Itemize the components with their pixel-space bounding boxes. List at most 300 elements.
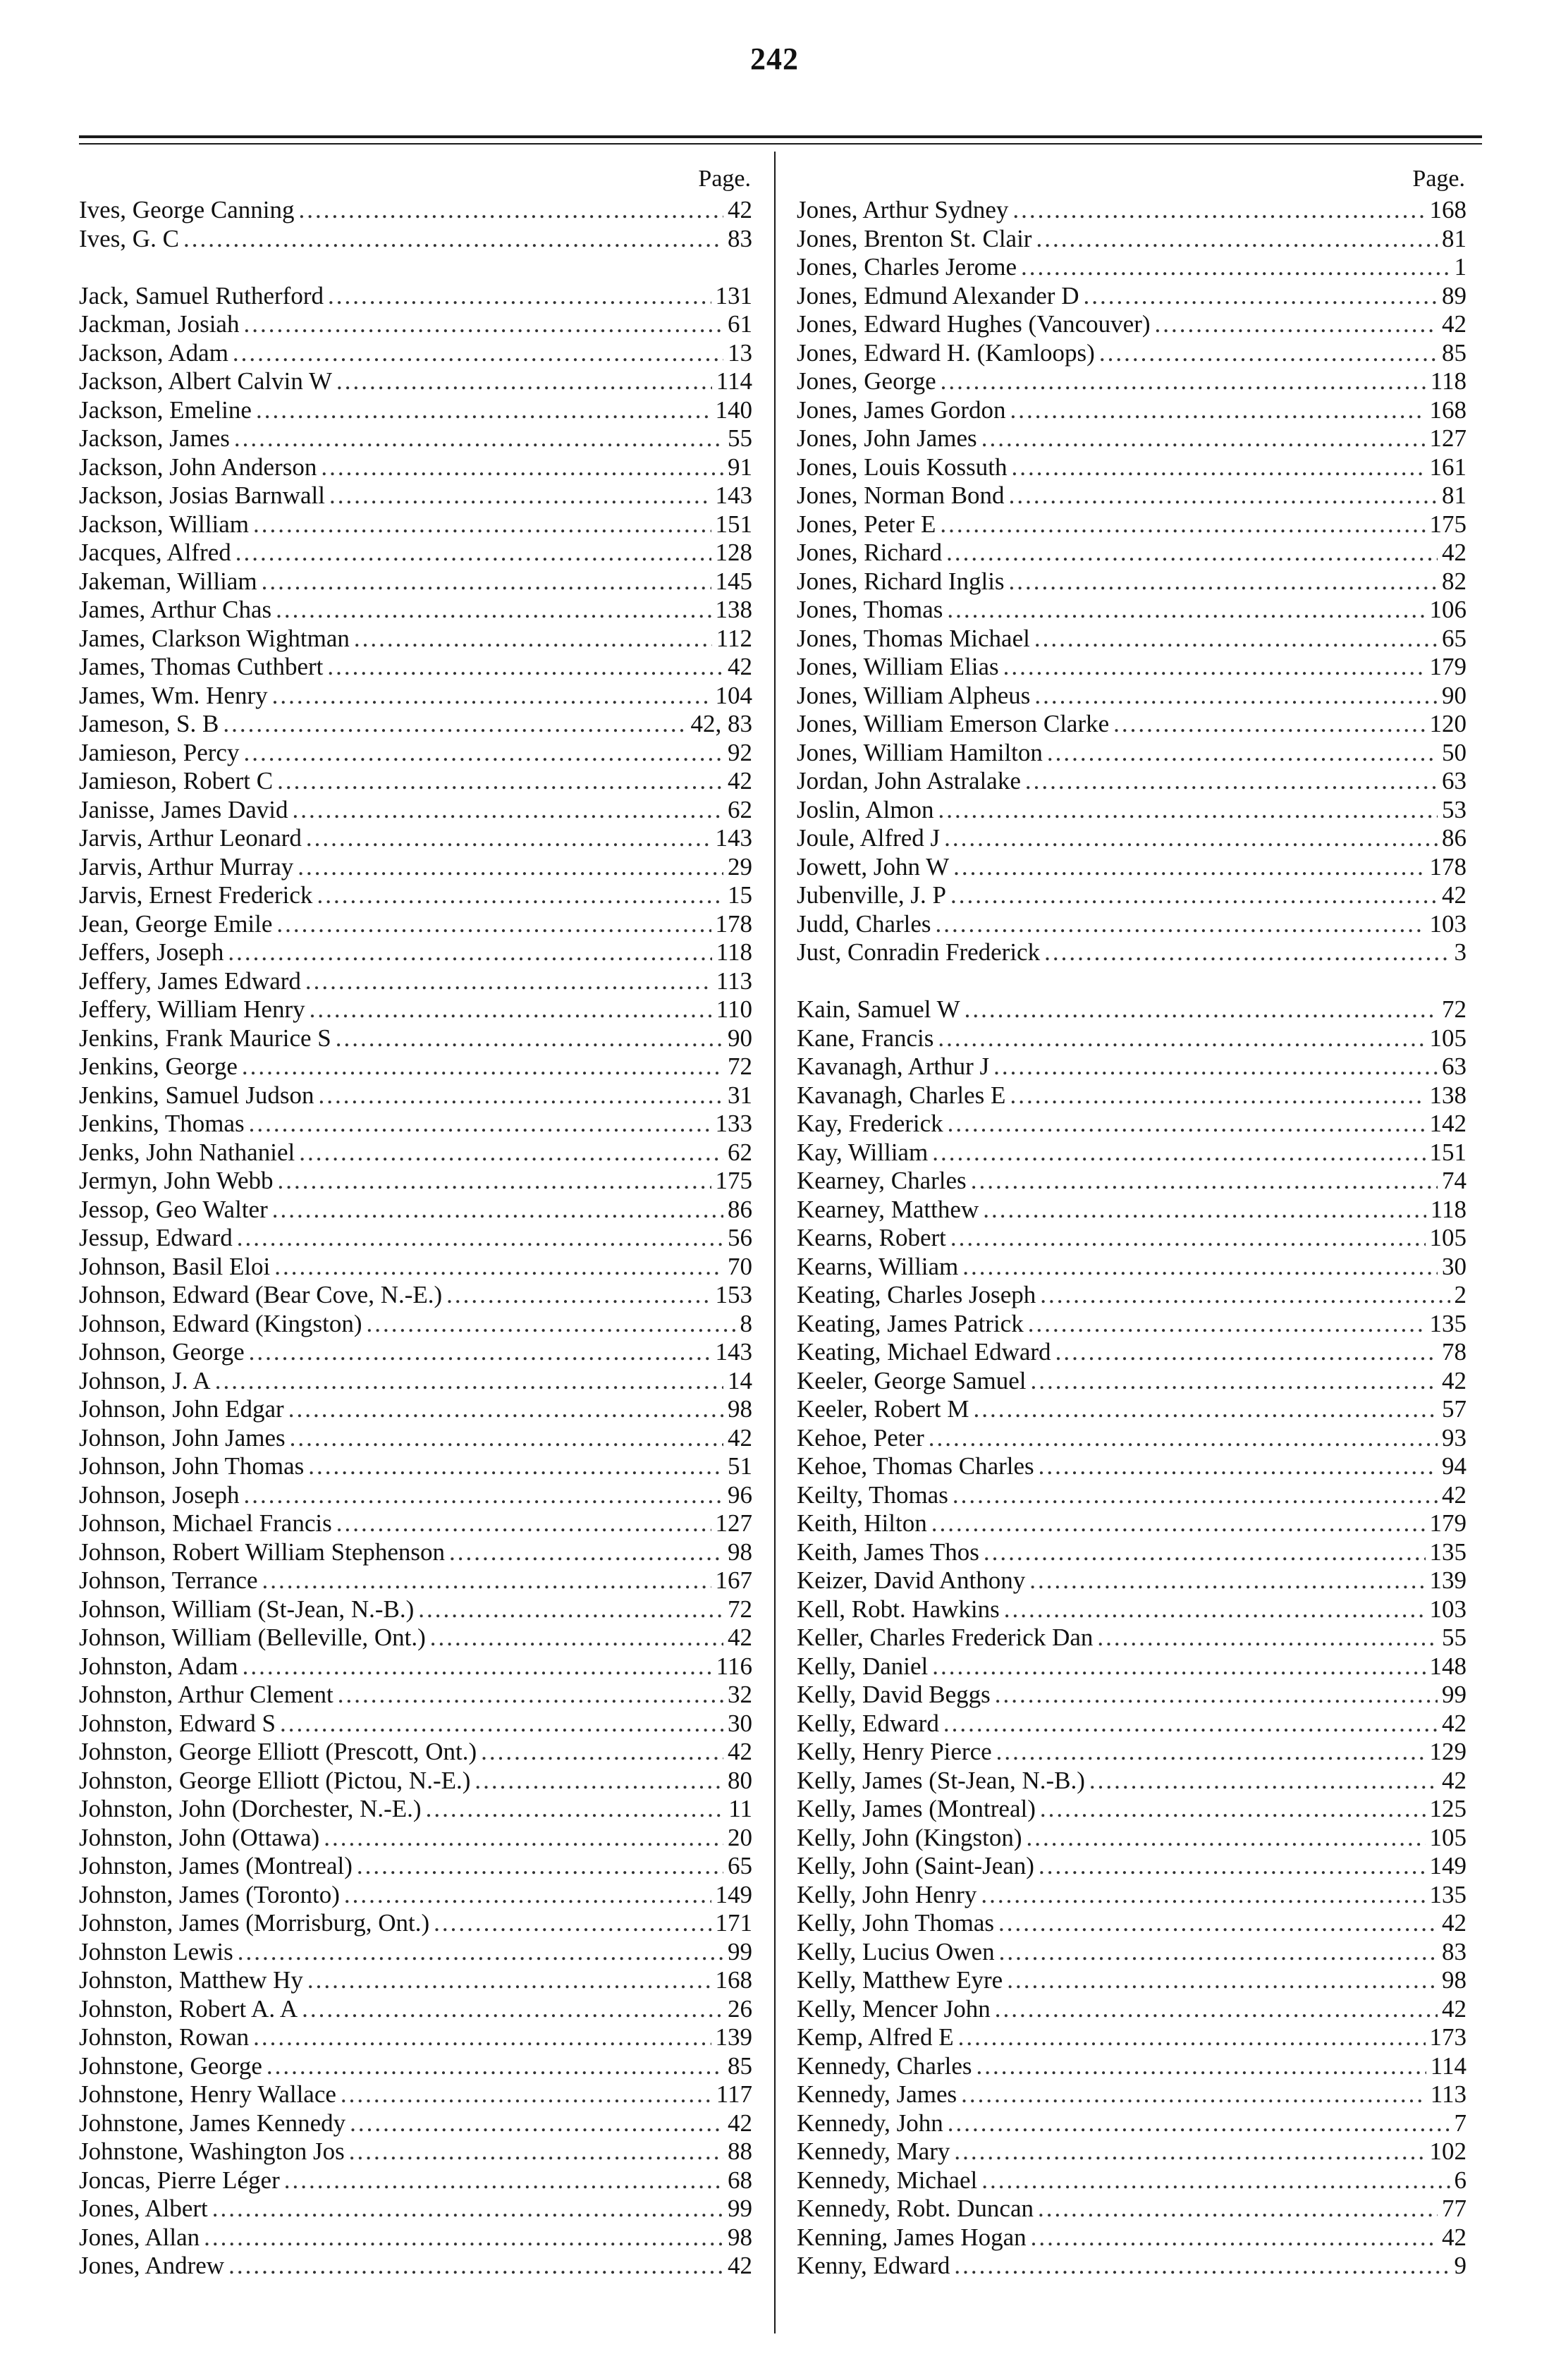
dot-leader [299, 196, 723, 225]
entry-name: Jeffers, Joseph [79, 938, 224, 966]
entry-name: Jean, George Emile [79, 909, 273, 938]
entry-name: Jackson, Josias Barnwall [79, 481, 325, 509]
entry-name: Jarvis, Arthur Leonard [79, 824, 302, 852]
entry-page: 83 [728, 224, 752, 252]
entry-name: Kennedy, John [797, 2109, 943, 2137]
entry-name: Kane, Francis [797, 1024, 934, 1052]
dot-leader [1009, 481, 1438, 510]
entry-name: Jones, William Elias [797, 653, 999, 680]
entry-page: 2 [1454, 1281, 1467, 1308]
dot-leader [946, 539, 1438, 568]
dot-leader [938, 796, 1438, 825]
dot-leader [244, 1481, 723, 1510]
dot-leader [341, 2080, 712, 2109]
entry-list-right [797, 196, 1467, 2281]
entry-page: 104 [715, 681, 752, 709]
entry-page: 62 [728, 1138, 752, 1166]
entry-page: 42 [1442, 1994, 1467, 2023]
entry-page: 179 [1429, 1509, 1467, 1537]
entry-name: Johnston, Matthew Hy [79, 1966, 303, 1994]
index-entry [797, 2137, 1467, 2166]
entry-name: Ives, G. C [79, 224, 179, 252]
entry-page: 3 [1454, 938, 1467, 966]
entry-page: 167 [715, 1566, 752, 1594]
index-entry [797, 1452, 1467, 1481]
entry-page: 138 [715, 596, 752, 623]
index-entry [797, 710, 1467, 739]
entry-page: 133 [715, 1110, 752, 1137]
entry-page: 70 [728, 1252, 752, 1280]
index-entry [79, 568, 752, 596]
index-entry [797, 1738, 1467, 1767]
entry-name: Kelly, David Beggs [797, 1681, 991, 1708]
entry-page: 113 [1430, 2080, 1467, 2108]
dot-leader [242, 1053, 723, 1081]
entry-page: 175 [1429, 510, 1467, 538]
index-entry [79, 1167, 752, 1196]
index-entry [79, 682, 752, 711]
index-entry [797, 510, 1467, 539]
entry-page: 168 [1429, 196, 1467, 223]
entry-name: Keeler, Robert M [797, 1395, 969, 1423]
index-entry [797, 824, 1467, 853]
entry-page: 90 [728, 1024, 752, 1052]
dot-leader [249, 1110, 711, 1139]
entry-page: 139 [1429, 1566, 1467, 1594]
dot-leader [1044, 938, 1450, 967]
index-entry [79, 2052, 752, 2081]
entry-name: Keilty, Thomas [797, 1480, 948, 1509]
entry-page: 42 [1442, 2223, 1467, 2251]
entry-page: 42 [728, 2252, 752, 2279]
dot-leader [931, 1509, 1426, 1538]
entry-name: Jackson, Adam [79, 338, 228, 367]
entry-name: Jones, John James [797, 424, 977, 452]
dot-leader [292, 796, 723, 825]
dot-leader [941, 367, 1426, 396]
index-entry [79, 1566, 752, 1595]
entry-name: Jowett, John W [797, 852, 950, 881]
entry-name: Jameson, S. B [79, 710, 219, 737]
entry-name: Johnston, James (Montreal) [79, 1852, 353, 1879]
dot-leader [327, 653, 723, 682]
entry-name: Kemp, Alfred E [797, 2023, 954, 2051]
index-entry [797, 2080, 1467, 2109]
entry-name: Keating, James Patrick [797, 1309, 1024, 1337]
entry-page: 117 [716, 2080, 752, 2108]
index-entry [797, 1795, 1467, 1824]
entry-name: Kelly, John (Saint-Jean) [797, 1852, 1034, 1879]
entry-name: Jones, Andrew [79, 2252, 225, 2279]
dot-leader [290, 1424, 723, 1453]
index-entry [79, 1995, 752, 2024]
index-entry [797, 1196, 1467, 1225]
column-divider [774, 152, 776, 2333]
entry-page: 99 [1442, 1681, 1467, 1708]
entry-name: Jones, Arthur Sydney [797, 196, 1009, 223]
entry-page: 99 [728, 2195, 752, 2222]
dot-leader [932, 1652, 1425, 1681]
entry-name: Judd, Charles [797, 909, 931, 938]
dot-leader [354, 625, 712, 654]
entry-page: 68 [728, 2166, 752, 2194]
dot-leader [274, 1253, 723, 1282]
entry-name: Kearns, William [797, 1252, 959, 1280]
dot-leader [267, 2052, 723, 2081]
index-entry [79, 2195, 752, 2223]
index-entry [79, 1081, 752, 1110]
dot-leader [1028, 1310, 1426, 1339]
entry-name: Johnston, John (Dorchester, N.-E.) [79, 1795, 422, 1822]
index-entry [797, 1681, 1467, 1710]
entry-page: 31 [728, 1081, 752, 1109]
index-entry [79, 824, 752, 853]
header-rule-thin [79, 143, 1482, 145]
header-rule [79, 135, 1482, 138]
index-entry [797, 596, 1467, 625]
dot-leader [310, 995, 712, 1024]
index-entry [797, 2109, 1467, 2138]
entry-name: Jones, Brenton St. Clair [797, 224, 1032, 252]
dot-leader [996, 1738, 1426, 1767]
entry-name: Johnson, Robert William Stephenson [79, 1538, 446, 1566]
entry-page: 96 [728, 1480, 752, 1509]
entry-name: Kennedy, Robt. Duncan [797, 2195, 1034, 2222]
dot-leader [481, 1738, 723, 1767]
index-entry [79, 2080, 752, 2109]
index-entry [797, 1652, 1467, 1681]
dot-leader [336, 1024, 723, 1053]
entry-name: Kelly, Henry Pierce [797, 1738, 992, 1765]
index-entry [797, 1139, 1467, 1167]
dot-leader [1029, 1566, 1425, 1595]
dot-leader [948, 1110, 1426, 1139]
index-entry [79, 1310, 752, 1339]
dot-leader [277, 767, 723, 796]
entry-name: Johnston, George Elliott (Pictou, N.-E.) [79, 1766, 471, 1794]
index-entry [79, 481, 752, 510]
entry-page: 13 [728, 338, 752, 367]
index-entry [79, 453, 752, 482]
entry-page: 82 [1442, 567, 1467, 595]
dot-leader [932, 1139, 1425, 1167]
entry-name: Joncas, Pierre Léger [79, 2166, 280, 2194]
index-entry [797, 1167, 1467, 1196]
dot-leader [336, 367, 712, 396]
entry-page: 72 [728, 1595, 752, 1623]
dot-leader [1034, 682, 1438, 711]
index-entry [79, 1652, 752, 1681]
group-spacer [797, 967, 1467, 996]
dot-leader [1007, 1966, 1438, 1995]
entry-page: 72 [1442, 995, 1467, 1023]
dot-leader [243, 1652, 712, 1681]
dot-leader [1010, 1081, 1425, 1110]
entry-name: Jarvis, Arthur Murray [79, 852, 294, 881]
entry-name: Jarvis, Ernest Frederick [79, 881, 313, 909]
entry-page: 7 [1454, 2109, 1467, 2137]
index-entry [79, 339, 752, 368]
entry-page: 92 [728, 738, 752, 766]
index-entry [797, 339, 1467, 368]
entry-page: 61 [728, 310, 752, 338]
index-entry [79, 1139, 752, 1167]
entry-page: 143 [715, 481, 752, 509]
dot-leader [1083, 282, 1438, 311]
dot-leader [318, 1081, 723, 1110]
entry-page: 86 [728, 1195, 752, 1223]
dot-leader [235, 539, 711, 568]
dot-leader [929, 1424, 1438, 1453]
entry-name: Jackman, Josiah [79, 310, 240, 338]
dot-leader [321, 453, 723, 482]
dot-leader [449, 1538, 723, 1567]
dot-leader [328, 282, 711, 311]
dot-leader [338, 1681, 723, 1710]
page-number: 242 [750, 42, 799, 76]
dot-leader [1039, 1452, 1438, 1481]
entry-page: 30 [1442, 1252, 1467, 1280]
entry-page: 14 [728, 1366, 752, 1394]
index-entry [797, 1624, 1467, 1652]
entry-name: Keeler, George Samuel [797, 1366, 1027, 1394]
index-entry [79, 796, 752, 825]
entry-page: 88 [728, 2137, 752, 2165]
dot-leader [940, 510, 1425, 539]
entry-name: Kennedy, Michael [797, 2166, 978, 2194]
dot-leader [1030, 1367, 1438, 1396]
dot-leader [418, 1595, 723, 1624]
dot-leader [1155, 310, 1438, 339]
dot-leader [1027, 1824, 1426, 1853]
entry-page: 135 [1429, 1309, 1467, 1337]
dot-leader [307, 1966, 711, 1995]
index-entry [797, 1481, 1467, 1510]
dot-leader [971, 1167, 1438, 1196]
entry-page: 8 [740, 1309, 752, 1337]
index-entry [79, 938, 752, 967]
entry-page: 56 [728, 1224, 752, 1251]
dot-leader [357, 1852, 723, 1881]
dot-leader [1099, 339, 1438, 368]
entry-page: 42 [1442, 1709, 1467, 1737]
index-entry [79, 2023, 752, 2052]
entry-name: Jones, Charles Jerome [797, 253, 1017, 281]
index-entry [79, 1624, 752, 1652]
index-entry [797, 453, 1467, 482]
entry-name: Johnson, William (St-Jean, N.-B.) [79, 1595, 415, 1623]
entry-name: Johnson, William (Belleville, Ont.) [79, 1624, 426, 1651]
index-entry [797, 481, 1467, 510]
entry-page: 105 [1429, 1224, 1467, 1251]
entry-name: Johnstone, James Kennedy [79, 2109, 346, 2137]
entry-page: 81 [1442, 224, 1467, 252]
entry-page: 89 [1442, 281, 1467, 309]
entry-page: 50 [1442, 738, 1467, 766]
entry-name: Kearns, Robert [797, 1224, 946, 1251]
entry-name: Johnston, Rowan [79, 2023, 250, 2051]
entry-name: Jones, Louis Kossuth [797, 453, 1008, 481]
entry-name: Kelly, Edward [797, 1709, 939, 1737]
entry-page: 118 [1430, 367, 1467, 395]
index-entry [79, 1767, 752, 1796]
dot-leader [237, 1224, 723, 1253]
dot-leader [1040, 1281, 1450, 1310]
entry-name: Jeffery, William Henry [79, 995, 305, 1023]
entry-name: Jackson, Emeline [79, 395, 252, 424]
index-entry [797, 1824, 1467, 1853]
entry-page: 32 [728, 1681, 752, 1708]
entry-name: Jones, Richard Inglis [797, 567, 1005, 595]
entry-page: 178 [715, 909, 752, 938]
entry-name: Jones, William Alpheus [797, 681, 1031, 709]
entry-page: 129 [1429, 1738, 1467, 1765]
dot-leader [1003, 653, 1426, 682]
entry-name: Jones, Peter E [797, 510, 936, 538]
index-entry [797, 2223, 1467, 2252]
entry-name: Kelly, James (Montreal) [797, 1795, 1036, 1822]
dot-leader [302, 1995, 723, 2024]
entry-page: 94 [1442, 1452, 1467, 1480]
index-entry [79, 396, 752, 425]
entry-name: Johnson, J. A [79, 1366, 211, 1394]
entry-name: Kearney, Charles [797, 1167, 967, 1194]
index-entry [797, 625, 1467, 654]
entry-name: James, Thomas Cuthbert [79, 653, 324, 680]
entry-page: 118 [1430, 1195, 1467, 1223]
column-header-page: Page. [1412, 166, 1465, 192]
index-entry [79, 196, 752, 225]
index-entry [797, 1995, 1467, 2024]
entry-name: Johnson, John James [79, 1423, 286, 1452]
entry-page: 90 [1442, 681, 1467, 709]
index-entry [79, 1738, 752, 1767]
entry-page: 140 [715, 395, 752, 424]
index-entry [79, 225, 752, 254]
dot-leader [253, 2023, 711, 2052]
entry-page: 42 [728, 196, 752, 223]
dot-leader [947, 596, 1425, 625]
entry-page: 78 [1442, 1338, 1467, 1366]
dot-leader [434, 1909, 711, 1938]
entry-name: Jackson, James [79, 424, 230, 452]
entry-name: Jones, William Hamilton [797, 738, 1043, 766]
entry-page: 127 [715, 1509, 752, 1537]
entry-page: 131 [715, 281, 752, 309]
dot-leader [958, 2023, 1426, 2052]
index-entry [79, 2166, 752, 2195]
entry-name: Jones, Thomas [797, 596, 943, 623]
index-entry [79, 596, 752, 625]
index-entry [797, 282, 1467, 311]
index-entry [797, 1966, 1467, 1995]
dot-leader [349, 2137, 723, 2166]
entry-name: Jack, Samuel Rutherford [79, 281, 324, 309]
entry-name: Johnson, George [79, 1338, 245, 1366]
index-entry [79, 1196, 752, 1225]
entry-page: 98 [728, 2223, 752, 2251]
dot-leader [278, 1167, 711, 1196]
dot-leader [212, 2195, 723, 2223]
entry-page: 151 [1429, 1138, 1467, 1166]
index-entry [797, 682, 1467, 711]
entry-page: 51 [728, 1452, 752, 1480]
entry-name: Jones, Edward H. (Kamloops) [797, 338, 1095, 367]
dot-leader [243, 739, 723, 768]
entry-name: Johnson, John Thomas [79, 1452, 305, 1480]
index-entry [797, 1710, 1467, 1738]
entry-name: Johnson, Terrance [79, 1566, 258, 1594]
entry-page: 139 [715, 2023, 752, 2051]
entry-page: 135 [1429, 1538, 1467, 1566]
entry-page: 103 [1429, 909, 1467, 938]
index-entry [797, 2195, 1467, 2223]
dot-leader [284, 2166, 723, 2195]
entry-name: Jones, Albert [79, 2195, 208, 2222]
dot-leader [1113, 710, 1425, 739]
dot-leader [1010, 396, 1426, 425]
entry-page: 168 [715, 1966, 752, 1994]
index-entry [79, 1538, 752, 1567]
index-entry [797, 2166, 1467, 2195]
index-entry [79, 1795, 752, 1824]
entry-name: Johnstone, Henry Wallace [79, 2080, 336, 2108]
entry-page: 149 [1429, 1852, 1467, 1879]
entry-page: 42 [1442, 1366, 1467, 1394]
dot-leader [1038, 2195, 1438, 2223]
entry-name: Jordan, John Astralake [797, 767, 1021, 795]
entry-page: 98 [728, 1538, 752, 1566]
entry-page: 105 [1429, 1024, 1467, 1052]
index-entry [79, 710, 752, 739]
entry-page: 98 [728, 1395, 752, 1423]
entry-name: Kelly, John Henry [797, 1880, 977, 1908]
dot-leader [1040, 1795, 1426, 1824]
index-entry [79, 995, 752, 1024]
index-entry [797, 2052, 1467, 2081]
index-entry [79, 1509, 752, 1538]
entry-name: Jones, James Gordon [797, 395, 1006, 424]
index-entry [79, 910, 752, 939]
dot-leader [233, 339, 723, 368]
dot-leader [243, 310, 723, 339]
index-entry [797, 1310, 1467, 1339]
dot-leader [1036, 225, 1438, 254]
entry-name: Johnston Lewis [79, 1937, 233, 1965]
entry-name: Kelly, James (St-Jean, N.-B.) [797, 1766, 1085, 1794]
entry-page: 42 [1442, 1766, 1467, 1794]
index-entry [797, 796, 1467, 825]
dot-leader [299, 1139, 723, 1167]
entry-page: 102 [1429, 2137, 1467, 2165]
index-entry [797, 1081, 1467, 1110]
index-entry [79, 1024, 752, 1053]
dot-leader [249, 1338, 711, 1367]
entry-page: 9 [1454, 2252, 1467, 2279]
entry-name: Keller, Charles Frederick Dan [797, 1624, 1094, 1651]
entry-name: Jackson, John Anderson [79, 453, 317, 481]
entry-page: 42 [1442, 881, 1467, 909]
entry-name: Jackson, William [79, 510, 249, 538]
entry-page: 113 [716, 967, 752, 995]
entry-page: 149 [715, 1880, 752, 1908]
entry-name: Keith, James Thos [797, 1538, 979, 1566]
entry-page: 42 [1442, 1480, 1467, 1509]
entry-page: 65 [728, 1852, 752, 1879]
dot-leader [256, 396, 711, 425]
entry-name: Johnston, John (Ottawa) [79, 1823, 320, 1851]
index-entry [797, 938, 1467, 967]
